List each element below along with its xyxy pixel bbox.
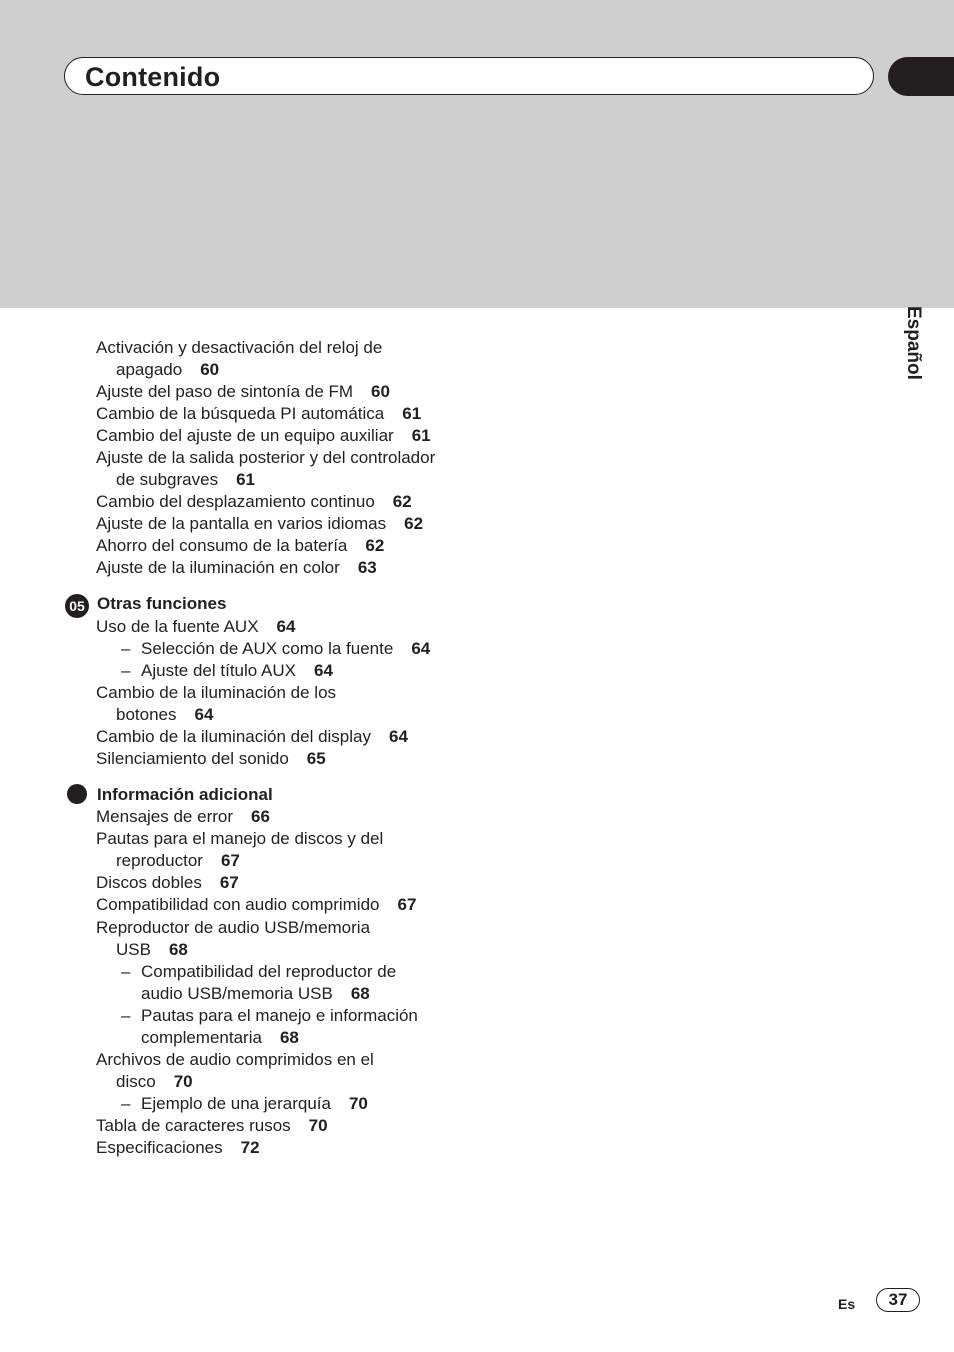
chapter-tab-grey bbox=[888, 282, 954, 298]
language-label: Español bbox=[903, 306, 924, 380]
toc-entry[interactable]: Reproductor de audio USB/memoria bbox=[96, 918, 371, 937]
toc-entry[interactable]: Especificaciones 72 bbox=[96, 1138, 260, 1157]
toc-entry[interactable]: Cambio de la iluminación del display 64 bbox=[96, 727, 408, 746]
toc-subentry[interactable]: – Pautas para el manejo e información bbox=[121, 1006, 418, 1025]
toc-entry[interactable]: Ajuste de la salida posterior y del controlador bbox=[96, 448, 436, 467]
page-ref: 64 bbox=[388, 727, 408, 746]
toc-entry[interactable]: Pautas para el manejo de discos y del bbox=[96, 829, 384, 848]
toc-entry[interactable]: Cambio del desplazamiento continuo 62 bbox=[96, 492, 412, 511]
toc-subentry[interactable]: – Selección de AUX como la fuente 64 bbox=[121, 639, 431, 658]
toc-subentry[interactable]: – Ejemplo de una jerarquía 70 bbox=[121, 1094, 368, 1113]
toc-entry[interactable]: Ahorro del consumo de la batería 62 bbox=[96, 536, 385, 555]
title-box bbox=[64, 57, 874, 95]
page-ref: 67 bbox=[219, 873, 239, 892]
page-ref: 62 bbox=[365, 536, 385, 555]
toc-entry[interactable]: Ajuste del paso de sintonía de FM 60 bbox=[96, 382, 390, 401]
page-ref: 64 bbox=[411, 639, 431, 658]
toc-entry[interactable]: Cambio de la iluminación de los bbox=[96, 683, 337, 702]
toc-subentry[interactable]: audio USB/memoria USB 68 bbox=[141, 984, 370, 1003]
page-ref: 64 bbox=[194, 705, 214, 724]
page-ref: 63 bbox=[357, 558, 377, 577]
page-ref: 60 bbox=[200, 360, 220, 379]
toc-entry[interactable]: Silenciamiento del sonido 65 bbox=[96, 749, 326, 768]
section-badge bbox=[67, 784, 87, 804]
toc-entry[interactable]: reproductor 67 bbox=[116, 851, 240, 870]
page-ref: 68 bbox=[350, 984, 370, 1003]
page-ref: 64 bbox=[313, 661, 333, 680]
toc-entry[interactable]: USB 68 bbox=[116, 940, 188, 959]
toc-entry[interactable]: de subgraves 61 bbox=[116, 470, 255, 489]
page-ref: 65 bbox=[306, 749, 326, 768]
toc-entry[interactable]: Activación y desactivación del reloj de bbox=[96, 338, 383, 357]
toc-entry[interactable]: Cambio de la búsqueda PI automática 61 bbox=[96, 404, 422, 423]
page-ref: 62 bbox=[404, 514, 424, 533]
toc-entry[interactable]: Archivos de audio comprimidos en el bbox=[96, 1050, 374, 1069]
page-ref: 61 bbox=[402, 404, 422, 423]
header-band bbox=[0, 0, 954, 308]
section-badge: 05 bbox=[65, 594, 89, 618]
page-ref: 66 bbox=[251, 807, 270, 826]
toc-entry[interactable]: Discos dobles 67 bbox=[96, 873, 239, 892]
toc-entry[interactable]: Ajuste de la iluminación en color 63 bbox=[96, 558, 377, 577]
section-title-otras-funciones[interactable]: Otras funciones bbox=[97, 594, 227, 613]
page-ref: 70 bbox=[308, 1116, 328, 1135]
toc-entry[interactable]: apagado 60 bbox=[116, 360, 220, 379]
footer-language-code: Es bbox=[838, 1296, 856, 1312]
toc-entry[interactable]: Mensajes de error 66 bbox=[96, 807, 270, 826]
toc-subentry[interactable]: – Compatibilidad del reproductor de bbox=[121, 962, 397, 981]
page-ref: 70 bbox=[348, 1094, 368, 1113]
footer-page-number: 37 bbox=[876, 1288, 920, 1312]
toc-entry[interactable]: Tabla de caracteres rusos 70 bbox=[96, 1116, 328, 1135]
page-ref: 61 bbox=[411, 426, 431, 445]
page-ref: 68 bbox=[279, 1028, 299, 1047]
page-ref: 67 bbox=[397, 895, 417, 914]
toc-entry[interactable]: Cambio del ajuste de un equipo auxiliar 61 bbox=[96, 426, 431, 445]
toc-entry[interactable]: Uso de la fuente AUX 64 bbox=[96, 617, 296, 636]
section-title-informacion-adicional[interactable]: Información adicional bbox=[97, 785, 273, 804]
page-ref: 60 bbox=[371, 382, 390, 401]
page-ref: 67 bbox=[220, 851, 240, 870]
page-ref: 72 bbox=[240, 1138, 260, 1157]
chapter-tab-black bbox=[888, 57, 954, 96]
toc-entry[interactable]: Compatibilidad con audio comprimido 67 bbox=[96, 895, 417, 914]
toc-entry[interactable]: botones 64 bbox=[116, 705, 214, 724]
toc-subentry[interactable]: complementaria 68 bbox=[141, 1028, 299, 1047]
page-ref: 61 bbox=[236, 470, 255, 489]
toc-entry[interactable]: Ajuste de la pantalla en varios idiomas 62 bbox=[96, 514, 424, 533]
page-ref: 70 bbox=[173, 1072, 193, 1091]
toc-entry[interactable]: disco 70 bbox=[116, 1072, 193, 1091]
toc-subentry[interactable]: – Ajuste del título AUX 64 bbox=[121, 661, 333, 680]
page-ref: 62 bbox=[392, 492, 412, 511]
page-ref: 64 bbox=[276, 617, 296, 636]
page-title: Contenido bbox=[85, 62, 221, 92]
page-ref: 68 bbox=[168, 940, 188, 959]
